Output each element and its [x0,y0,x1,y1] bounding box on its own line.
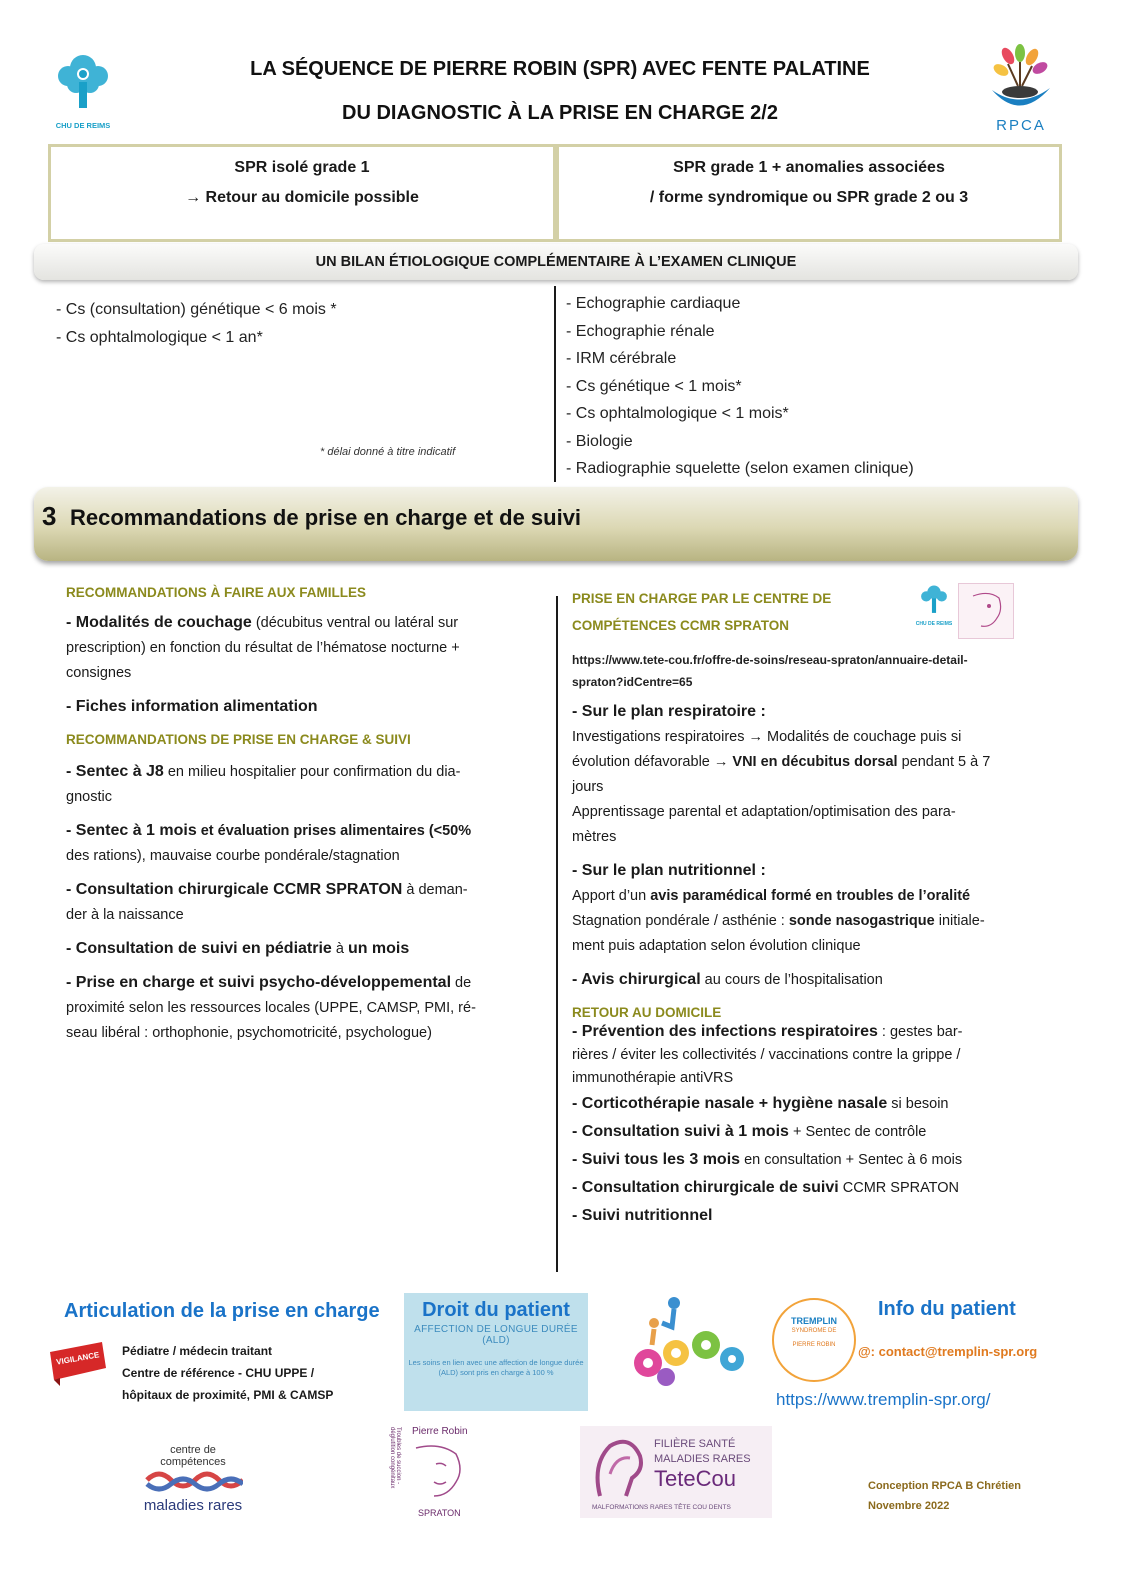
couchage-text2: prescription) en fonction du résultat de l’hématose nocturne + [66,640,460,656]
gears-people-icon [624,1293,764,1389]
box-left-line2: → Retour au domicile possible [185,189,419,206]
tetecou-line4: MALFORMATIONS RARES TÊTE COU DENTS [592,1504,731,1511]
psy-text2: proximité selon les ressources locales (UPPE, CAMSP, PMI, ré- [66,1000,476,1016]
teamwork-illustration [624,1293,764,1394]
articulation-title: Articulation de la prise en charge [64,1300,380,1322]
list-item: - IRM cérébrale [566,350,677,367]
avis-bold: - Avis chirurgical [572,971,701,988]
prev-text1: : gestes bar- [877,1024,963,1040]
droit-patient-card [404,1293,588,1411]
item-psycho [66,970,536,1046]
tremplin-line2: SYNDROME DE [791,1328,837,1334]
item-fiches [66,694,536,720]
heading-familles: RECOMMANDATIONS À FAIRE AUX FAMILLES [66,585,366,600]
avis-text: au cours de l’hospitalisation [700,972,883,988]
spraton-url[interactable] [572,649,1062,693]
couchage-text3: consignes [66,665,132,681]
vigilance-badge [46,1338,108,1393]
articulation-line3: hôpitaux de proximité, PMI & CAMSP [122,1388,334,1402]
pr-bottom: SPRATON [418,1508,461,1518]
chu-reims-logo [48,52,118,130]
articulation-line1: Pédiatre / médecin traitant [122,1344,273,1358]
sentec1-mid: et évaluation prises alimentaires (<50% [196,823,472,839]
articulation-line2: Centre de référence - CHU UPPE / [122,1366,315,1380]
info-email[interactable]: @: contact@tremplin-spr.org [858,1344,1038,1359]
info-url[interactable]: https://www.tremplin-spr.org/ [776,1390,991,1409]
nutri-text2a: Stagnation pondérale / asthénie : [572,913,789,929]
chir-text2: der à la naissance [66,907,184,923]
list-item: - Radiographie squelette (selon examen clinique) [566,460,914,477]
fiches-bold: - Fiches information alimentation [66,698,318,715]
suivi-bold2: un mois [347,940,410,957]
sentec8-text2: gnostic [66,789,112,805]
cs1-text: + Sentec de contrôle [788,1124,927,1140]
chir-bold: - Consultation chirurgicale CCMR SPRATON [66,881,403,898]
box-left-line1: SPR isolé grade 1 [234,159,370,176]
tetecou-logo [580,1426,772,1518]
nut-bold: - Suivi nutritionnel [572,1207,713,1224]
couchage-bold: - Modalités de couchage [66,614,252,631]
credit-line1: Conception RPCA B Chrétien [868,1480,1021,1492]
item-cs-1mois [572,1118,1062,1146]
tetecou-line1: FILIÈRE SANTÉ [654,1438,736,1450]
ccmr-line1: centre de compétences [160,1444,226,1468]
bilan-divider [554,286,556,482]
psy-text1: de [451,975,472,991]
list-item: - Echographie cardiaque [566,295,741,312]
left-column [66,585,536,1046]
nutri-text1b: avis paramédical formé en troubles de l’oralité [650,888,971,904]
bilan-right-list [566,290,914,483]
cortico-text: si besoin [887,1096,949,1112]
head-profile-icon [586,1434,648,1504]
page-title-line2: DU DIAGNOSTIC À LA PRISE EN CHARGE 2/2 [342,102,778,124]
right-column [572,585,1062,1230]
resp-bold: - Sur le plan respiratoire : [572,703,766,720]
droit-subtitle: AFFECTION DE LONGUE DURÉE (ALD) [414,1324,578,1346]
psy-bold: - Prise en charge et suivi psycho-développemental [66,974,452,991]
sentec8-bold: - Sentec à J8 [66,763,164,780]
box-right-line1: SPR grade 1 + anomalies associées [673,159,945,176]
resp-text2b: VNI en décubitus dorsal [732,754,898,770]
pr-side: Troubles de succion - déglutition congénitaux [389,1427,401,1489]
item-suivi-nutri [572,1202,1062,1230]
bilan-heading-bar: UN BILAN ÉTIOLOGIQUE COMPLÉMENTAIRE À L’EXAMEN CLINIQUE [34,244,1078,280]
item-nutritionnel [572,858,1062,959]
resp-text1: Investigations respiratoires → Modalités de couchage puis si [572,729,962,745]
tremplin-logo [772,1298,856,1382]
tetecou-line3: TeteCou [654,1466,736,1491]
sentec1-bold: - Sentec à 1 mois [66,822,197,839]
item-respiratoire [572,699,1062,850]
resp-text2c: pendant 5 à 7 [897,754,991,770]
bilan-note: * délai donné à titre indicatif [320,446,456,458]
pierre-robin-logo [382,1426,478,1520]
chu-small-logo [914,584,954,627]
couchage-text1: (décubitus ventral ou latéral sur [251,615,459,631]
rpca-logo-caption: RPCA [996,117,1046,134]
column-divider [556,596,558,1272]
prev-text3: immunothérapie antiVRS [572,1070,734,1086]
list-item: - Biologie [566,432,633,450]
item-sentec-1mois [66,818,536,869]
list-item: - Cs ophtalmologique < 1 an* [56,328,263,346]
list-item: - Cs ophtalmologique < 1 mois* [566,405,789,422]
list-item: - Cs (consultation) génétique < 6 mois * [56,301,337,318]
s3-text: en consultation + Sentec à 6 mois [740,1152,963,1168]
heading-retour: RETOUR AU DOMICILE [572,1005,722,1020]
sentec8-text1: en milieu hospitalier pour confirmation du dia- [163,764,461,780]
droit-text: Les soins en lien avec une affection de longue durée (ALD) sont pris en charge à 100 % [408,1358,584,1377]
tremplin-line1: TREMPLIN [791,1316,837,1326]
item-couchage [66,610,536,686]
droit-title: Droit du patient [422,1299,570,1321]
rpca-plant-icon [986,44,1056,114]
ccmr-waves-icon [143,1468,243,1492]
section-number: 3 [42,501,57,531]
resp-text4: Apprentissage parental et adaptation/optimisation des para- [572,804,956,820]
spraton-small-logo [958,583,1014,639]
heading-suivi: RECOMMANDATIONS DE PRISE EN CHARGE & SUIVI [66,732,411,747]
resp-text2a: évolution défavorable → [572,754,733,770]
chir-text1: à deman- [402,882,468,898]
resp-text3: jours [572,779,604,795]
vigilance-label: VIGILANCE [55,1350,101,1367]
rpca-logo [982,44,1060,134]
page-title-line1: LA SÉQUENCE DE PIERRE ROBIN (SPR) AVEC FENTE PALATINE [250,58,870,80]
retour-list [572,1090,1062,1230]
chu-tree-icon [54,52,112,114]
credit-line2: Novembre 2022 [868,1500,950,1512]
resp-text5: mètres [572,829,617,845]
nutri-text1a: Apport d’un [572,888,651,904]
box-spr-isole [48,144,556,242]
suivi-mid: à [331,941,348,957]
bilan-left-list [56,296,337,351]
ccmr-logo [138,1444,248,1514]
url-line2[interactable]: spraton?idCentre=65 [572,675,693,689]
s3-bold: - Suivi tous les 3 mois [572,1151,741,1168]
chu-logo-caption: CHU DE REIMS [55,121,111,130]
pr-title: Pierre Robin [412,1426,468,1437]
spraton-face-icon [959,584,1013,638]
profile-face-icon [406,1442,470,1504]
box-spr-grade [556,144,1062,242]
info-patient-title: Info du patient [878,1298,1016,1320]
item-avis-chir [572,967,1062,993]
list-item: - Cs génétique < 1 mois* [566,377,742,395]
item-suivi-3mois [572,1146,1062,1174]
nutri-text2b: sonde nasogastrique [788,913,935,929]
item-sentec-j8 [66,759,536,810]
ccmr-line2: maladies rares [143,1497,243,1514]
tetecou-line2: MALADIES RARES [654,1453,751,1465]
chu-small-caption: CHU DE REIMS [915,621,953,627]
box-right-line2: / forme syndromique ou SPR grade 2 ou 3 [649,189,969,206]
heading-ccmr-line1: PRISE EN CHARGE PAR LE CENTRE DE [572,591,832,606]
cs1-bold: - Consultation suivi à 1 mois [572,1123,789,1140]
nutri-text2c: initiale- [934,913,985,929]
item-consult-suivi [66,936,536,962]
list-item: - Echographie rénale [566,322,715,340]
item-consult-chir-suivi [572,1174,1062,1202]
section-title: Recommandations de prise en charge et de suivi [70,505,582,530]
cortico-bold: - Corticothérapie nasale + hygiène nasale [572,1095,888,1112]
item-consult-chir [66,877,536,928]
item-cortico [572,1090,1062,1118]
heading-ccmr-line2: COMPÉTENCES CCMR SPRATON [572,618,790,633]
chu-tree-small-icon [918,584,950,616]
section3-banner [34,487,1078,561]
item-prevention [572,1020,1062,1090]
nutri-text3: ment puis adaptation selon évolution clinique [572,938,861,954]
tremplin-line3: PIERRE ROBIN [792,1342,836,1348]
chir-suivi-bold: - Consultation chirurgicale de suivi [572,1179,839,1196]
sentec1-text2: des rations), mauvaise courbe pondérale/stagnation [66,848,400,864]
prev-text2: rières / éviter les collectivités / vaccinations contre la grippe / [572,1047,961,1063]
chir-suivi-text: CCMR SPRATON [838,1180,960,1196]
url-line1[interactable]: https://www.tete-cou.fr/offre-de-soins/reseau-spraton/annuaire-detail- [572,653,968,667]
articulation-list [122,1340,333,1406]
prev-bold: - Prévention des infections respiratoires [572,1023,878,1040]
nutri-bold: - Sur le plan nutritionnel : [572,862,766,879]
psy-text3: seau libéral : orthophonie, psychomotricité, psychologue) [66,1025,432,1041]
suivi-bold: - Consultation de suivi en pédiatrie [66,940,332,957]
